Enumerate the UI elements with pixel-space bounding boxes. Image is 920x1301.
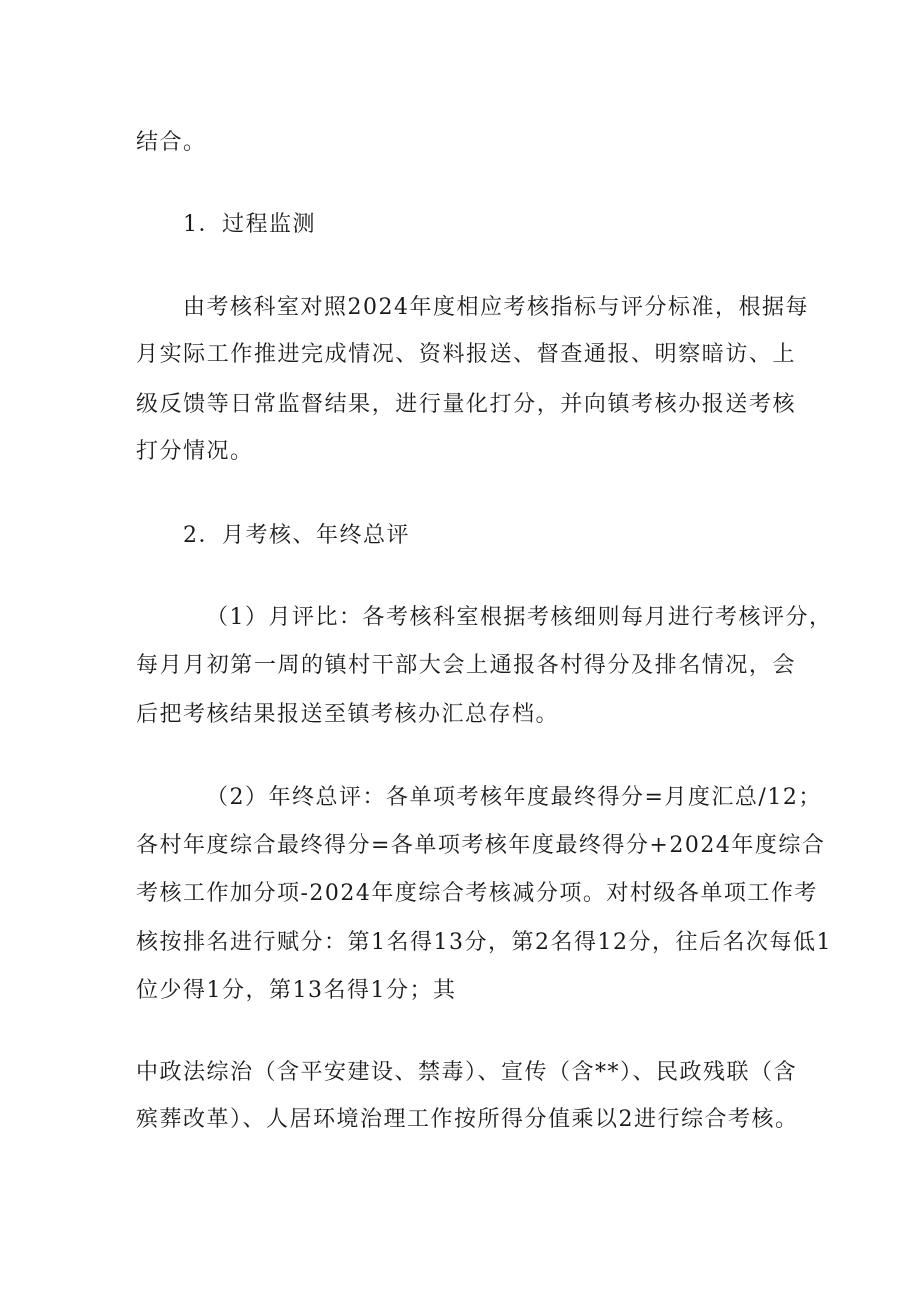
paragraph-4-line-1: 中政法综治（含平安建设、禁毒）、宣传（含**）、民政残联（含 (136, 1060, 798, 1085)
paragraph-3-line-5: 位少得1分，第13名得1分；其 (136, 978, 457, 1003)
paragraph-1-line-3: 级反馈等日常监督结果，进行量化打分，并向镇考核办报送考核 (136, 392, 796, 417)
paragraph-3-line-4: 核按排名进行赋分：第1名得13分，第2名得12分，往后名次每低1 (136, 930, 832, 955)
paragraph-1-line-2: 月实际工作推进完成情况、资料报送、督查通报、明察暗访、上 (136, 342, 796, 367)
paragraph-3-line-1: （2）年终总评：各单项考核年度最终得分=月度汇总/12； (206, 785, 822, 810)
paragraph-2-line-2: 每月月初第一周的镇村干部大会上通报各村得分及排名情况，会 (136, 653, 796, 678)
paragraph-3-line-3: 考核工作加分项-2024年度综合考核减分项。对村级各单项工作考 (136, 881, 818, 906)
paragraph-3-line-2: 各村年度综合最终得分=各单项考核年度最终得分+2024年度综合 (136, 833, 826, 858)
heading-process-monitoring: 1．过程监测 (183, 212, 316, 237)
paragraph-1-line-1: 由考核科室对照2024年度相应考核指标与评分标准，根据每 (183, 295, 809, 320)
paragraph-2-line-3: 后把考核结果报送至镇考核办汇总存档。 (136, 702, 560, 727)
heading-monthly-annual-review: 2．月考核、年终总评 (183, 523, 410, 548)
paragraph-2-line-1: （1）月评比：各考核科室根据考核细则每月进行考核评分， (206, 605, 833, 630)
paragraph-1-line-4: 打分情况。 (136, 439, 254, 464)
text-line-intro: 结合。 (136, 130, 207, 155)
paragraph-4-line-2: 殡葬改革）、人居环境治理工作按所得分值乘以2进行综合考核。 (136, 1107, 799, 1132)
